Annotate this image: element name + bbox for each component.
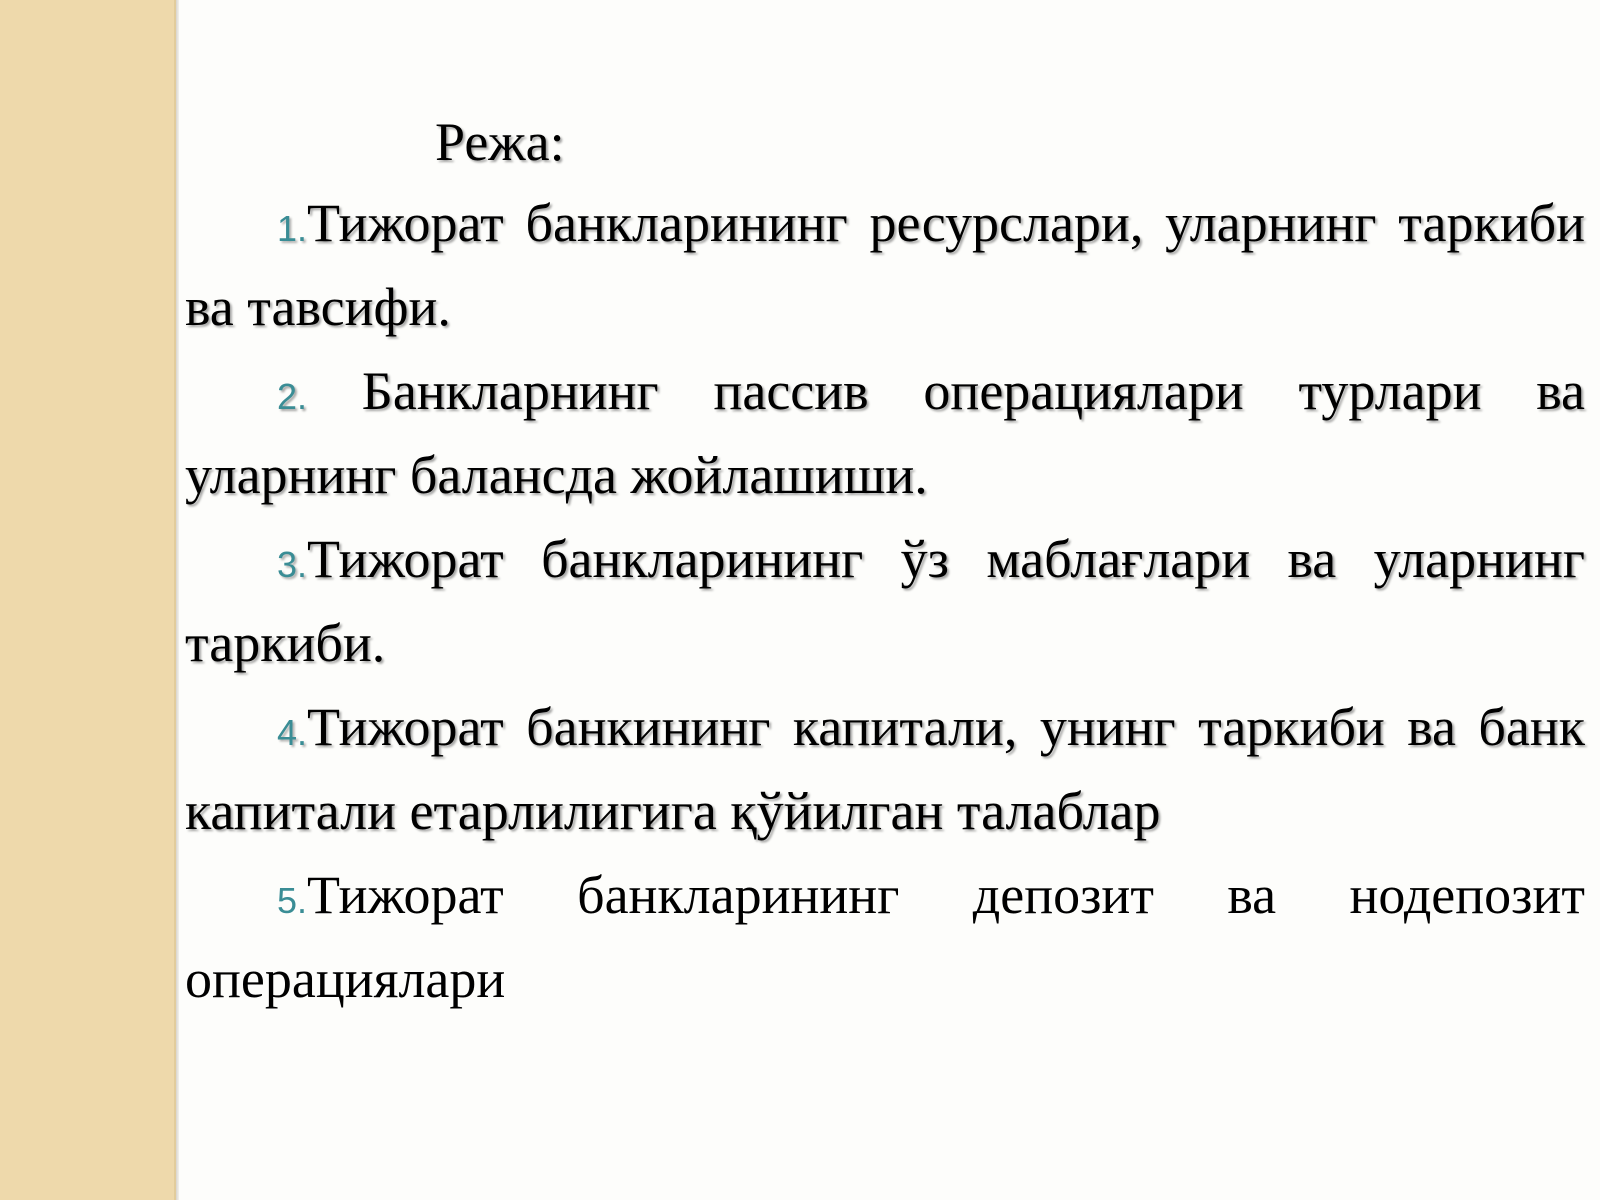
plan-item-2 [185, 352, 1585, 514]
plan-item-number: 2. [277, 376, 308, 417]
plan-item-text: Тижорат банкларининг ресурслари, уларнинг таркиби ва тавсифи. [185, 193, 1585, 337]
plan-item-text: Тижорат банкларининг депозит ва нодепозит операциялари [185, 865, 1585, 1009]
plan-item-text: Банкларнинг пассив операциялари турлари ва уларнинг балансда жойлашиши. [185, 361, 1585, 505]
decorative-side-band [0, 0, 176, 1200]
plan-item-number: 3. [277, 544, 308, 585]
plan-item-number: 4. [277, 712, 308, 753]
plan-item-5 [185, 856, 1585, 1018]
plan-item-number: 5. [277, 880, 308, 921]
slide-heading: Режа: [435, 112, 565, 172]
plan-item-number: 1. [277, 208, 308, 249]
side-band-edge [176, 0, 179, 1200]
plan-item-text: Тижорат банкларининг ўз маблағлари ва уларнинг таркиби. [185, 529, 1585, 673]
plan-item-4 [185, 688, 1585, 850]
slide-content [185, 108, 1585, 1024]
plan-item-text: Тижорат банкининг капитали, унинг таркиби ва банк капитали етарлилигига қўйилган талаблар [185, 697, 1585, 841]
plan-item-3 [185, 520, 1585, 682]
plan-item-1 [185, 184, 1585, 346]
